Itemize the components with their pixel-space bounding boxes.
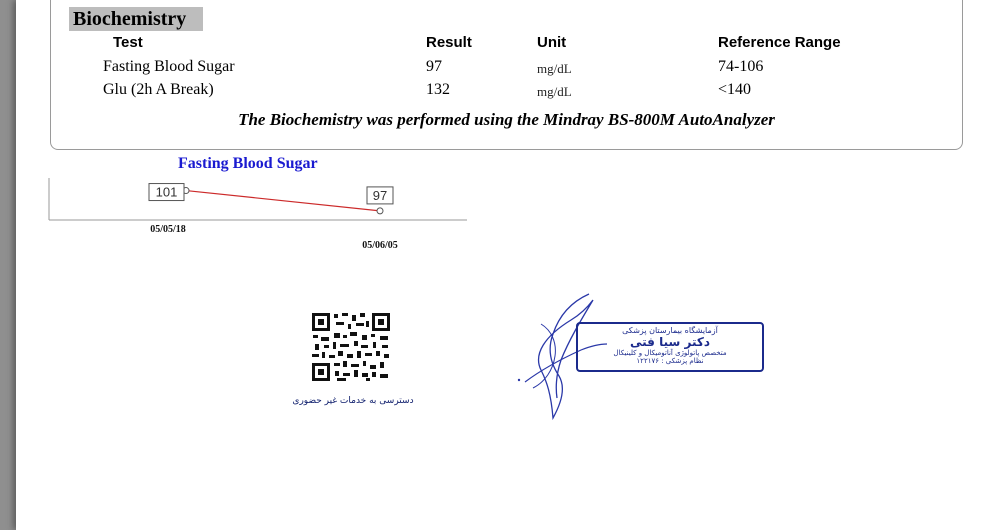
- row-unit: mg/dL: [537, 84, 572, 99]
- row-test: Fasting Blood Sugar: [103, 58, 235, 75]
- header-reference: Reference Range: [718, 34, 841, 51]
- header-unit: Unit: [537, 34, 567, 51]
- analyzer-note: The Biochemistry was performed using the Mindray BS-800M AutoAnalyzer: [238, 110, 775, 129]
- stamp-doctor-name: دکتر سیا فتی: [630, 335, 710, 349]
- trend-chart: [46, 174, 476, 264]
- data-label: 101: [155, 184, 178, 200]
- x-tick-label: 05/05/18: [150, 224, 186, 235]
- biochemistry-section: [50, 0, 963, 150]
- data-point: [377, 208, 383, 214]
- report-page: [16, 0, 989, 530]
- header-test: Test: [113, 34, 143, 51]
- stamp-lab-name: آزمایشگاه بیمارستان پزشکی: [622, 326, 718, 335]
- row-reference: <140: [718, 81, 752, 98]
- x-tick-label: 05/06/05: [362, 240, 398, 251]
- row-reference: 74-106: [718, 58, 764, 75]
- chart-title: Fasting Blood Sugar: [178, 155, 318, 172]
- qr-code-icon: [310, 311, 392, 383]
- stamp-specialty: متخصص پاتولوژی آناتومیکال و کلینیکال: [613, 349, 727, 357]
- doctor-stamp: [576, 322, 764, 372]
- row-result: 132: [426, 81, 450, 98]
- row-unit: mg/dL: [537, 61, 572, 76]
- row-test: Glu (2h A Break): [103, 81, 214, 98]
- row-result: 97: [426, 58, 442, 75]
- qr-caption: دسترسی به خدمات غیر حضوری: [292, 396, 414, 406]
- data-label: 97: [372, 187, 388, 203]
- section-title: Biochemistry: [69, 7, 203, 31]
- series-line: [186, 191, 380, 211]
- header-result: Result: [426, 34, 472, 51]
- stamp-license: نظام پزشکی : ۱۲۲۱۷۶: [636, 357, 704, 365]
